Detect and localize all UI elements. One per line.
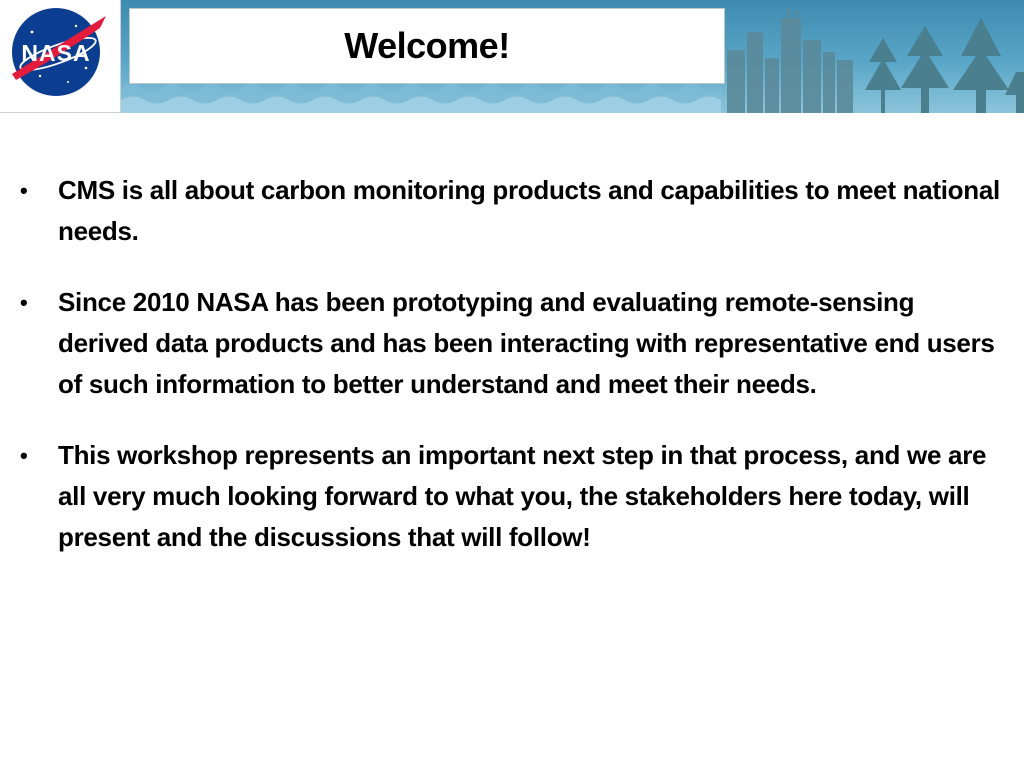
bullet-text: This workshop represents an important next step in that process, and we are all very much looking forward to what you, the stakeholders here today, will present and the discussions that will follow! [58, 440, 987, 552]
bullet-list [18, 170, 1008, 588]
slide-header [0, 0, 1024, 113]
bullet-text: Since 2010 NASA has been prototyping and evaluating remote-sensing derived data products and has been interacting with representative end users of such information to better understand and meet their needs. [58, 287, 995, 399]
nasa-logo-text: NASA [21, 40, 91, 66]
logo-box [0, 0, 121, 113]
bullet-icon: • [20, 443, 28, 468]
bullet-icon: • [20, 290, 28, 315]
bullet-icon: • [20, 178, 28, 203]
nasa-logo-icon [6, 2, 110, 102]
title-box [129, 8, 725, 84]
bullet-text: CMS is all about carbon monitoring products and capabilities to meet national needs. [58, 175, 1000, 246]
bullet-item [18, 435, 1008, 558]
bullet-item [18, 282, 1008, 405]
bullet-item [18, 170, 1008, 252]
slide-title: Welcome! [344, 25, 510, 66]
